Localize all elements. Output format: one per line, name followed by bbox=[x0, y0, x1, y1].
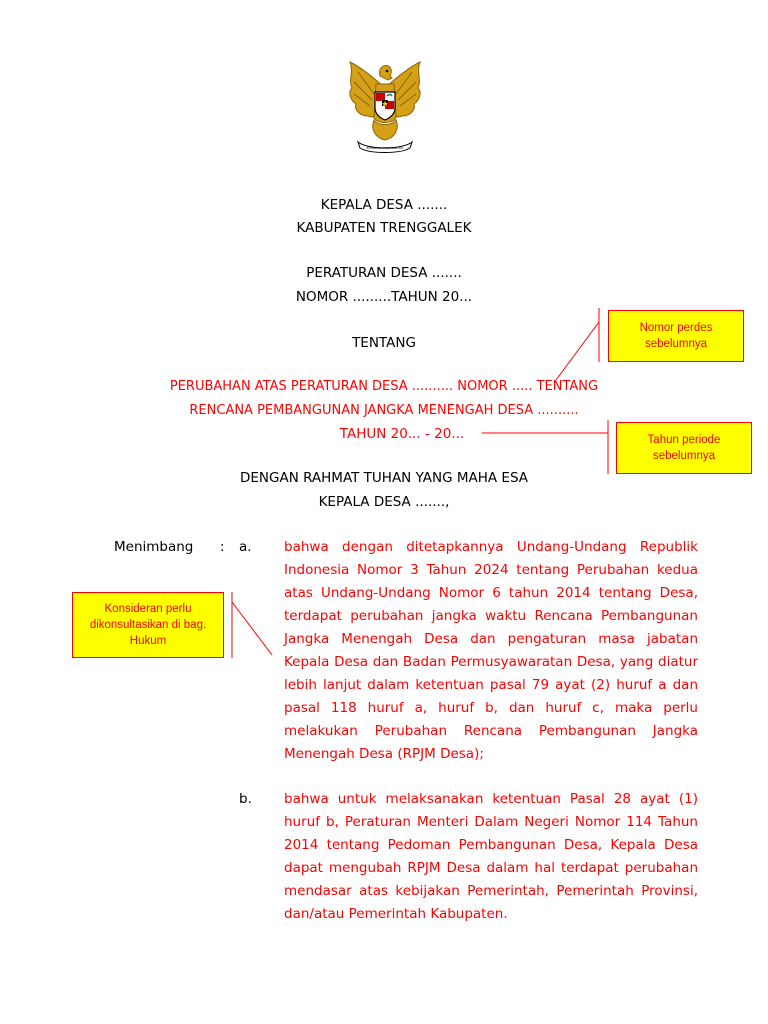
header-kepala-desa: KEPALA DESA ....... bbox=[320, 197, 448, 213]
note-nomor-perdes: Nomor perdes sebelumnya bbox=[608, 310, 744, 362]
note-konsideran: Konsideran perlu dikonsultasikan di bag. Hukum bbox=[72, 592, 224, 658]
preamble-kepala-desa: KEPALA DESA ......., bbox=[318, 494, 450, 510]
header-nomor-tahun: NOMOR .........TAHUN 20... bbox=[295, 289, 473, 305]
callout-pointer-nomor bbox=[556, 322, 599, 380]
title-line-2: RENCANA PEMBANGUNAN JANGKA MENENGAH DESA .......... bbox=[189, 403, 579, 418]
note-tahun-periode: Tahun periode sebelumnya bbox=[616, 422, 752, 474]
header-peraturan-desa: PERATURAN DESA ....... bbox=[306, 265, 462, 281]
menimbang-label: Menimbang bbox=[114, 539, 194, 555]
title-line-1: PERUBAHAN ATAS PERATURAN DESA .......... NOMOR ..... TENTANG bbox=[169, 379, 599, 394]
callout-pointer-konsideran bbox=[232, 602, 272, 655]
item-b-text: bahwa untuk melaksanakan ketentuan Pasal 28 ayat (1) huruf b, Peraturan Menteri Dalam Negeri Nomor 114 Tahun 2014 tentang Pedoman Pembangunan Desa, Kepala Desa dapat mengubah RPJM Desa dalam hal terdapat perubahan mendasar atas kebijakan Pemerintah, Pemerintah Provinsi, dan/atau Pemerintah Kabupaten. bbox=[284, 791, 698, 922]
item-a-marker: a. bbox=[239, 539, 252, 555]
emblem-motto-text: BHINNEKA TUNGGAL IKA bbox=[366, 146, 404, 150]
header-kabupaten: KABUPATEN TRENGGALEK bbox=[296, 220, 472, 236]
title-line-3: TAHUN 20... - 20... bbox=[339, 426, 465, 442]
menimbang-colon: : bbox=[220, 539, 225, 555]
item-a-text: bahwa dengan ditetapkannya Undang-Undang Republik Indonesia Nomor 3 Tahun 2024 tentang Perubahan kedua atas Undang-Undang Nomor 6 tahun 2014 tentang Desa, terdapat perubahan jangka waktu Rencana Pembangunan Jangka Menengah Desa dan pengaturan masa jabatan Kepala Desa dan Badan Permusyawaratan Desa, yang diatur lebih lanjut dalam ketentuan pasal 79 ayat (2) huruf a dan pasal 118 huruf a, huruf b, dan huruf c, maka perlu melakukan Perubahan Rencana Pembangunan Jangka Menengah Desa (RPJM Desa); bbox=[284, 539, 698, 762]
preamble-rahmat: DENGAN RAHMAT TUHAN YANG MAHA ESA bbox=[239, 470, 529, 486]
item-b-marker: b. bbox=[239, 791, 252, 807]
header-tentang: TENTANG bbox=[352, 335, 416, 351]
